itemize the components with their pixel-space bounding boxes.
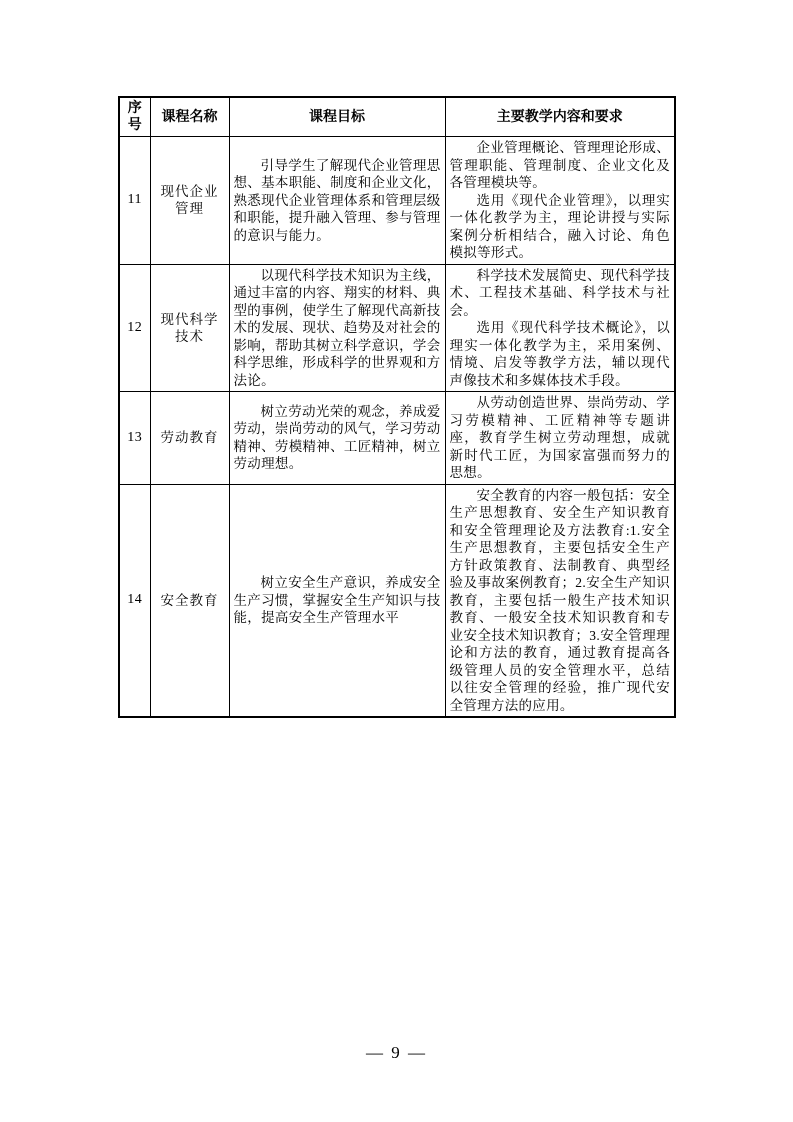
content-paragraph: 科学技术发展简史、现代科学技术、工程技术基础、科学技术与社会。 <box>449 267 670 318</box>
cell-course-name: 现代企业管理 <box>150 137 229 265</box>
table-header-row <box>119 97 675 137</box>
cell-number: 12 <box>119 264 150 392</box>
cell-content <box>445 137 675 265</box>
objective-paragraph: 树立安全生产意识，养成安全生产习惯，掌握安全生产知识与技能，提高安全生产管理水平 <box>233 575 441 625</box>
table-row-12 <box>119 264 675 392</box>
cell-content <box>445 392 675 485</box>
table-row-11 <box>119 137 675 265</box>
cell-objectives <box>229 392 445 485</box>
content-paragraph: 选用《现代企业管理》，以理实一体化教学为主，理论讲授与实际案例分析相结合，融入讨论、角色模拟等形式。 <box>449 192 670 260</box>
courses-table <box>118 96 676 718</box>
cell-content <box>445 264 675 392</box>
page-number: — 9 — <box>366 1043 427 1062</box>
objective-paragraph: 以现代科学技术知识为主线，通过丰富的内容、翔实的材料、典型的事例，使学生了解现代高新技术的发展、现状、趋势及对社会的影响，帮助其树立科学意识，学会科学思维，形成科学的世界观和方法论。 <box>233 267 441 388</box>
table-row-14 <box>119 484 675 717</box>
col-header-course-name: 课程名称 <box>150 97 229 137</box>
cell-number: 13 <box>119 392 150 485</box>
content-paragraph: 企业管理概论、管理理论形成、管理职能、管理制度、企业文化及各管理模块等。 <box>449 140 670 190</box>
content-paragraph: 安全教育的内容一般包括：安全生产思想教育、安全生产知识教育和安全管理理论及方法教育:1.安全生产思想教育，主要包括安全生产方针政策教育、法制教育、典型经验及事故案例教育；2.安全生产知识教育，主要包括一般生产技术知识教育、一般安全技术知识教育和专业安全技术知识教育；3.安全管理理论和方法的教育，通过教育提高各级管理人员的安全管理水平，总结以往安全管理的经验，推广现代安全管理方法的应用。 <box>449 487 670 713</box>
cell-content <box>445 484 675 717</box>
content-paragraph: 从劳动创造世界、崇尚劳动、学习劳模精神、工匠精神等专题讲座，教育学生树立劳动理想，成就新时代工匠，为国家富强而努力的思想。 <box>449 395 670 480</box>
cell-course-name: 现代科学技术 <box>150 264 229 392</box>
objective-paragraph: 树立劳动光荣的观念，养成爱劳动，崇尚劳动的风气，学习劳动精神、劳模精神、工匠精神，树立劳动理想。 <box>233 403 441 472</box>
col-header-content: 主要教学内容和要求 <box>445 97 675 137</box>
cell-number: 11 <box>119 137 150 265</box>
content-paragraph: 选用《现代科学技术概论》，以理实一体化教学为主，采用案例、情境、启发等教学方法，辅以现代声像技术和多媒体技术手段。 <box>449 320 670 388</box>
cell-objectives <box>229 264 445 392</box>
col-header-number: 序号 <box>119 97 150 137</box>
cell-objectives <box>229 137 445 265</box>
cell-number: 14 <box>119 484 150 717</box>
objective-paragraph: 引导学生了解现代企业管理思想、基本职能、制度和企业文化，熟悉现代企业管理体系和管理层级和职能，提升融入管理、参与管理的意识与能力。 <box>233 157 441 243</box>
cell-course-name: 安全教育 <box>150 484 229 717</box>
cell-course-name: 劳动教育 <box>150 392 229 485</box>
table-row-13 <box>119 392 675 485</box>
cell-objectives <box>229 484 445 717</box>
col-header-objectives: 课程目标 <box>229 97 445 137</box>
